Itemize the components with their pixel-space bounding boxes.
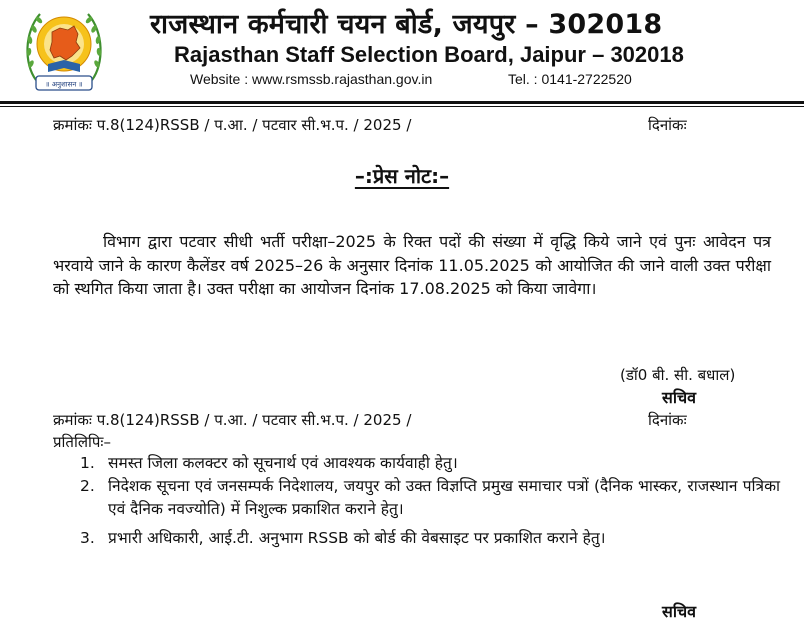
list-item-text: प्रभारी अधिकारी, आई.टी. अनुभाग RSSB को बोर्ड की वेबसाइट पर प्रकाशित कराने हेतु।	[108, 529, 606, 547]
list-item	[80, 452, 780, 475]
notice-body: विभाग द्वारा पटवार सीधी भर्ती परीक्षा–2025 के रिक्त पदों की संख्या में वृद्धि किये जाने एवं पुनः आवेदन पत्र भरवाये जाने के कारण कैलेंडर वर्ष 2025–26 के अनुसार दिनांक 11.05.2025 को आयोजित की जाने वाली उक्त परीक्षा को स्थगित किया जाता है। उक्त परीक्षा का आयोजन दिनांक 17.08.2025 को किया जावेगा।	[53, 232, 771, 298]
list-item-text: समस्त जिला कलक्टर को सूचनार्थ एवं आवश्यक कार्यवाही हेतु।	[108, 454, 458, 472]
header-divider	[0, 101, 804, 104]
board-title-english: Rajasthan Staff Selection Board, Jaipur – 302018	[174, 42, 684, 67]
telephone-text: Tel. : 0141-2722520	[508, 71, 632, 87]
list-item-number: 1.	[80, 454, 95, 472]
rajasthan-emblem-icon	[22, 2, 106, 98]
footer-designation: सचिव	[662, 602, 697, 621]
svg-text:॥ अनुशासन ॥: ॥ अनुशासन ॥	[45, 80, 83, 89]
signatory-name: (डॉ0 बी. सी. बधाल)	[620, 366, 736, 384]
signatory-designation: सचिव	[662, 388, 697, 407]
copy-to-label: प्रतिलिपिः–	[53, 433, 111, 451]
date-label: दिनांकः	[648, 116, 687, 134]
list-item	[80, 475, 780, 521]
press-note-title: –:प्रेस नोट:–	[354, 164, 450, 188]
list-item-text: निदेशक सूचना एवं जनसम्पर्क निदेशालय, जयपुर को उक्त विज्ञप्ति प्रमुख समाचार पत्रों (दैनिक भास्कर, राजस्थान पत्रिका एवं दैनिक नवज्योति) में निशुल्क प्रकाशित कराने हेतु।	[108, 477, 780, 518]
board-title-hindi: राजस्थान कर्मचारी चयन बोर्ड, जयपुर – 302018	[150, 9, 663, 40]
copy-reference-number: क्रमांकः प.8(124)RSSB / प.आ. / पटवार सी.भ.प. / 2025 /	[53, 411, 412, 429]
reference-number: क्रमांकः प.8(124)RSSB / प.आ. / पटवार सी.भ.प. / 2025 /	[53, 116, 412, 134]
list-item	[80, 527, 780, 550]
list-item-number: 2.	[80, 477, 95, 495]
website-text: Website : www.rsmssb.rajasthan.gov.in	[190, 71, 433, 87]
header-divider-thin	[0, 106, 804, 107]
copy-to-list	[80, 452, 780, 550]
copy-date-label: दिनांकः	[648, 411, 687, 429]
list-item-number: 3.	[80, 529, 95, 547]
